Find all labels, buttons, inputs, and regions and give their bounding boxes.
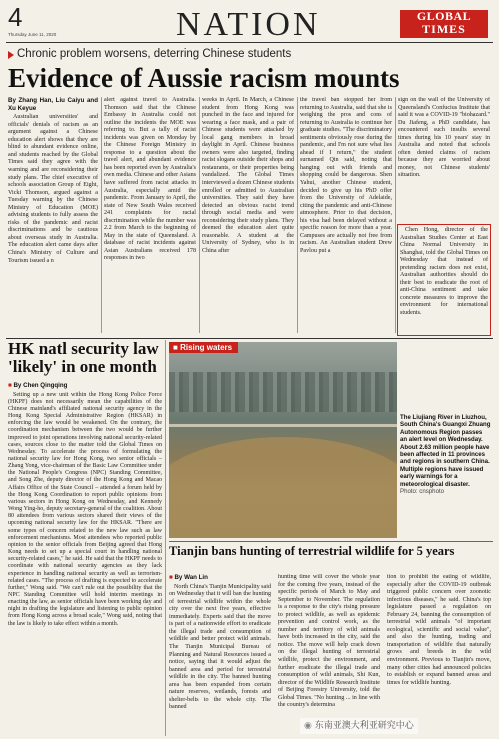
hk-byline-text: By Chen Qingqing xyxy=(13,382,68,389)
newspaper-logo xyxy=(400,10,488,38)
wildlife-column-1 xyxy=(169,574,271,736)
photo-label-marker: ■ xyxy=(173,343,181,352)
hk-story-body xyxy=(8,382,162,734)
main-kicker: Chronic problem worsens, deterring Chinese students xyxy=(17,48,292,60)
photo-river xyxy=(169,437,397,538)
kicker-arrow-icon xyxy=(8,51,14,59)
main-text-4: the travel ban stopped her from returning to Australia, said that she is weighing the pros and cons of returning to Australia to continue her graduate studies. "The discriminatory sentiments obviously rose during the pandemic, and I'm not sure what lies ahead if I return," the student surnamed Qin said, noting that hanging out with friends and shopping could be dangerous. Shen Yahui, another Chinese student, decided to give up his PhD offer from the University of Adelaide, citing the pandemic and anti-Chinese atmosphere. Prior to that decision, his visa had been delayed without a specific reason for more than a year. Campuses are actually not free from racism. An Australian student Drew Pavlou put a xyxy=(300,97,392,254)
main-column-3 xyxy=(202,97,294,335)
column-divider xyxy=(165,340,166,736)
flood-photo xyxy=(169,342,397,538)
hk-headline-line-2: 'likely' in one month xyxy=(8,357,157,376)
main-column-4 xyxy=(300,97,392,335)
header-rule xyxy=(6,42,493,43)
section-title: NATION xyxy=(176,6,321,43)
photo-city-band xyxy=(169,372,397,412)
photo-credit: Photo: cnsphoto xyxy=(400,488,445,496)
wildlife-text-2: hunting time will cover the whole year for the coming five years, instead of the specific periods of March to May and September to November. The regulation is a response to the city's rising pressure to protect wildlife, as well as epidemic prevention and control work, as the number and territory of wild animals have both increased in the city, said the notice. The move will help crack down on the illegal hunting of terrestrial wildlife, protect the environment, and further eradicate the illegal trade and consumption of wild animals, Shi Kun, director of the Wildlife Research Institute of Beijing Forestry University, told the Global Times. "No hunting ... in line with the country's determina xyxy=(278,574,380,709)
logo-line-1: GLOBAL xyxy=(416,9,472,23)
page-number: 4 xyxy=(8,2,23,32)
photo-bridge xyxy=(169,424,397,427)
main-column-1 xyxy=(8,97,98,335)
wildlife-byline-marker: ■ xyxy=(169,574,175,581)
wechat-watermark xyxy=(300,718,418,734)
watermark-text: 东南亚澳大利亚研究中心 xyxy=(314,721,414,731)
main-text-1: Australian universities' and officials' denials of racism as an argument against a Chinese education alert shows that they are blind to abundant evidence online, and students reached by the Global Times said they agree with the warning and are reconsidering their study plans. The chief executive of schools association Group of Eight, Vicki Thomson, argued against a Tuesday warning by the Chinese Ministry of Education (MOE) advising students to fully assess the risks of the pandemic and racist discriminations and be cautious about overseas study in Australia. The education alert came days after China's Ministry of Culture and Tourism issued a n xyxy=(8,114,98,264)
wildlife-text-3: tion to prohibit the eating of wildlife, especially after the COVID-19 outbreak triggered public concern over zoonotic infectious diseases," he said. China's top legislature passed a regulation on February 24, banning the consumption of terrestrial wild animals "of important ecological, scientific and social value", and also the hunting, trading and transportation of wildlife that naturally grows and breeds in the wild environment. Previous to Tianjin's move, many other cities had announced policies to establish or expand banned areas and times for wildlife hunting. xyxy=(387,574,491,686)
wildlife-byline-text: By Wan Lin xyxy=(174,574,208,581)
wildlife-headline: Tianjin bans hunting of terrestrial wildlife for 5 years xyxy=(169,544,455,558)
main-column-2 xyxy=(104,97,196,335)
logo-line-2: TIMES xyxy=(422,22,466,36)
wildlife-byline xyxy=(169,574,271,582)
hk-byline xyxy=(8,382,162,390)
hk-byline-marker: ■ xyxy=(8,382,14,389)
main-headline: Evidence of Aussie racism mounts xyxy=(8,63,400,93)
watermark-icon: ◉ xyxy=(304,721,315,731)
column-divider xyxy=(297,97,298,333)
main-byline: By Zhang Han, Liu Caiyu and Xu Keyue xyxy=(8,97,98,112)
column-divider xyxy=(199,97,200,333)
photo-label-text: Rising waters xyxy=(180,343,233,352)
wildlife-column-3 xyxy=(387,574,491,736)
photo-caption-box xyxy=(400,414,491,538)
hk-headline xyxy=(8,340,160,376)
photo-caption: The Liujiang River in Liuzhou, South China's Guangxi Zhuang Autonomous Region passes an alert level on Wednesday. About 2.63 million people have been affected in 11 provinces and regions in southern China. Multiple regions have issued early warnings for a meteorological disaster. xyxy=(400,414,491,488)
page-date: Thursday June 11, 2020 xyxy=(8,32,57,37)
wildlife-text-1: North China's Tianjin Municipality said on Wednesday that it will ban the hunting of terrestrial wildlife within the whole city over the next five years, effective immediately. Experts said that the move is part of a nationwide effort to eradicate the illegal trade and consumption of wildlife and better protect wild animals. The Tianjin Municipal Bureau of Planning and Natural Resources issued a notice, saying that it would adjust the banned area and period for terrestrial wildlife in the city. The banned hunting area has been expanded from certain nature reserves, wetlands, forests and shelter-belts to the whole city. The banned xyxy=(169,583,271,711)
main-column-5 xyxy=(398,97,490,223)
column-divider xyxy=(395,97,396,333)
column-divider xyxy=(101,97,102,333)
main-text-2: alert against travel to Australia. Thomson said that the Chinese Embassy in Australia could not outline the incidents the MOE was referring to. But a tally of racist incidents was given on Monday by the Chinese Foreign Ministry in response to a question about the travel alert, and abundant evidence has been reported even by Australia's own media. Chinese and other Asians have suffered from racist attacks in Australia, especially amid the pandemic. From January to April, the state of New South Wales received 241 complaints for racial discrimination while the number was 2.2 from March to the beginning of May in the state of Queensland. A database of racist incidents against Asian Australians received 178 responses in two xyxy=(104,97,196,262)
photo-label xyxy=(169,342,238,353)
section-rule xyxy=(169,541,493,542)
hk-text: Setting up a new unit within the Hong Kong Police Force (HKPF) does not necessarily mean the capabilities of the Chinese mainland's affiliated national security agency in the Hong Kong Special Administrative Region (HKSAR) in enforcing the law would be weakened. On the contrary, the coordination mechanism between the two would be further improved to joint operations involving national security-related cases, sources close to the matter told the Global Times on Wednesday. To accelerate the process of formulating the national security law for Hong Kong, two senior officials – Zhang Yong, vice-chairman of the Basic Law Committee under the National People's Congress (NPC) Standing Committee, and Song Zhe, deputy director of the Hong Kong and Macao Affairs Office of the State Council – attended a forum held by the Hong Kong Coordination to report public opinions from various sectors in Hong Kong on Wednesday, and Kennedy Wong Ying-ho, deputy secretary-general of the coalition. About 80 attendees from various sectors shared their views of the upcoming national security law for the HKSAR. "There are some types of concern related to the new law such as law enforcement mechanisms. Most attendees who reported public opinion to the senior officials from Beijing agreed that Hong Kong needs to set up a special court in handling national security-related cases," he said. He said that the HKPF needs to coordinate with national security agencies as they lack experience in handling national security as well as terrorism-related cases. "The process of drafting is expected to accelerate further," Wong said. "We can't rule out the possibility that the NPC Standing Committee will hold interim meetings in enacting the law, as senior officials have been working day and night in drafting the legislature and listening to public opinion from Hong Kong across a broad scale," Wong said, noting that the law is likely to take effect within a month. xyxy=(8,391,162,627)
main-text-5: sign on the wall of the University of Queensland's Confucius Institute that said it was a COVID-19 "biohazard." Du Jiafeng, a PhD candidate, has encountered such insults several times during his 10 years' stay in Australia and noted that schools often denied claims of racism because they are worried about money, not Chinese students' situation. xyxy=(398,97,490,179)
sidebar-quote: Chen Hong, director of the Australian Studies Center at East China Normal University in Shanghai, told the Global Times on Wednesday that instead of pretending racism does not exist, Australian authorities should do their best to eradicate the root of anti-China sentiment and take concrete measures to improve the environment for international students. xyxy=(400,227,488,317)
hk-headline-line-1: HK natl security law xyxy=(8,339,159,358)
sidebar-quote-box xyxy=(397,224,491,336)
main-text-3: weeks in April. In March, a Chinese student from Hong Kong was punched in the face and injured for wearing a face mask, and a pair of Chinese students were attacked by local gang members in broad daylight in April. Chinese business owners were also targeted, finding racist slogans outside their shops and restaurants, or their properties being vandalized. The Global Times interviewed a dozen Chinese students enrolled or admitted to Australian universities. They said they have detected an obvious racist trend through social media and were reconsidering their study plans. They deemed the education alert quite reasonable. A student at the University of Sydney, who is in China after xyxy=(202,97,294,254)
wildlife-column-2 xyxy=(278,574,380,736)
